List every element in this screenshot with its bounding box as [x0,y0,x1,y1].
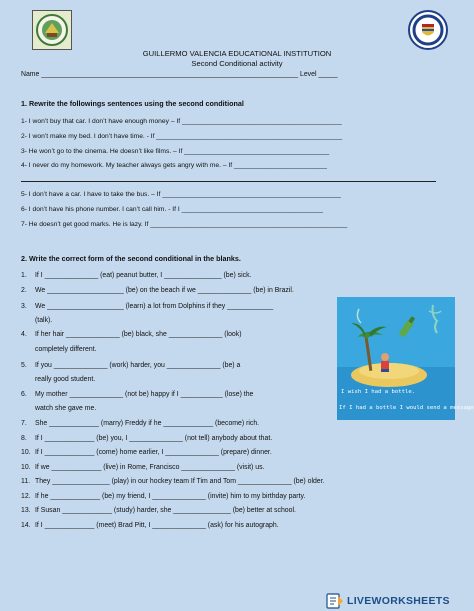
island-illustration [337,297,474,420]
blank-item-1[interactable]: 1. If I ______________ (eat) peanut butter, I _______________ (be) sick. [21,272,252,279]
rewrite-item-6[interactable]: 6- I don’t have his phone number. I can’t call him. - If I ______________________________________ [21,206,323,213]
blank-item-10[interactable]: 10. If we _____________ (live) in Rome, Francisco ______________ (visit) us. [21,464,265,471]
rewrite-item-2[interactable]: 2- I won’t make my bed. I don’t have time. - If __________________________________________________ [21,133,343,140]
blank-item-9[interactable]: 10. If I _____________ (come) home earlier, I ______________ (prepare) dinner. [21,449,272,456]
blank-item-7[interactable]: 7. She _____________ (marry) Freddy if he _____________ (become) rich. [21,420,260,427]
blank-item-4[interactable]: 4. If her hair ______________ (be) black, she ______________ (look) [21,331,242,338]
answer-line[interactable] [21,181,436,182]
rewrite-item-3[interactable]: 3- He won’t go to the cinema. He doesn’t like films. – If _______________________________________ [21,148,330,155]
blank-item-14[interactable]: 14. If I _____________ (meet) Brad Pitt, I ______________ (ask) for his autograph. [21,522,279,529]
school-crest-logo [32,10,72,50]
picture-caption-2: If I had a bottle I would send a message [339,405,474,411]
picture-caption-1: I wish I had a bottle. [341,389,416,395]
blank-item-13[interactable]: 13. If Susan _____________ (study) harder, she _______________ (be) better at school. [21,507,296,514]
activity-subtitle: Second Conditional activity [191,59,283,68]
rewrite-item-5[interactable]: 5- I don’t have a car. I have to take the bus. – If ________________________________________________ [21,191,341,198]
blank-item-5-cont: really good student. [35,376,96,383]
rewrite-item-7[interactable]: 7- He doesn’t get good marks. He is lazy. If _____________________________________________________ [21,221,348,228]
institution-name: GUILLERMO VALENCIA EDUCATIONAL INSTITUTION [142,49,332,58]
blank-item-3-cont: (talk). [35,317,53,324]
blank-item-3[interactable]: 3. We ____________________ (learn) a lot from Dolphins if they ____________ [21,303,274,310]
blank-item-4-cont: completely different. [35,346,97,353]
national-coat-of-arms-logo [408,10,448,50]
section-1-title: 1. Rewrite the followings sentences using the second conditional [21,99,244,108]
section-2-title: 2. Write the correct form of the second conditional in the blanks. [21,254,241,263]
rewrite-item-4[interactable]: 4- I never do my homework. My teacher always gets angry with me. – If _________________________ [21,162,327,169]
blank-item-11[interactable]: 11. They _______________ (play) in our hockey team If Tim and Tom ______________ (be) older. [21,478,325,485]
level-field[interactable]: _____ [318,71,338,78]
level-label: Level [300,71,317,78]
blank-item-12[interactable]: 12. If he _____________ (be) my friend, I ______________ (invite) him to my birthday party. [21,493,306,500]
name-label: Name [21,71,40,78]
liveworksheets-brand[interactable]: LIVEWORKSHEETS [347,595,450,607]
blank-item-2[interactable]: 2. We ____________________ (be) on the beach if we ______________ (be) in Brazil. [21,287,294,294]
liveworksheets-logo-icon [326,593,344,609]
blank-item-8[interactable]: 8. If I _____________ (be) you, I ______________ (not tell) anybody about that. [21,435,273,442]
rewrite-item-1[interactable]: 1- I won’t buy that car. I don’t have enough money – If ___________________________________________ [21,118,342,125]
name-field[interactable]: ___________________________________________________________________ [41,71,299,78]
blank-item-5[interactable]: 5. If you ______________ (work) harder, you ______________ (be) a [21,362,241,369]
blank-item-6-cont: watch she gave me. [35,405,97,412]
name-row [21,71,457,78]
blank-item-6[interactable]: 6. My mother ______________ (not be) happy if I ___________ (lose) the [21,391,254,398]
